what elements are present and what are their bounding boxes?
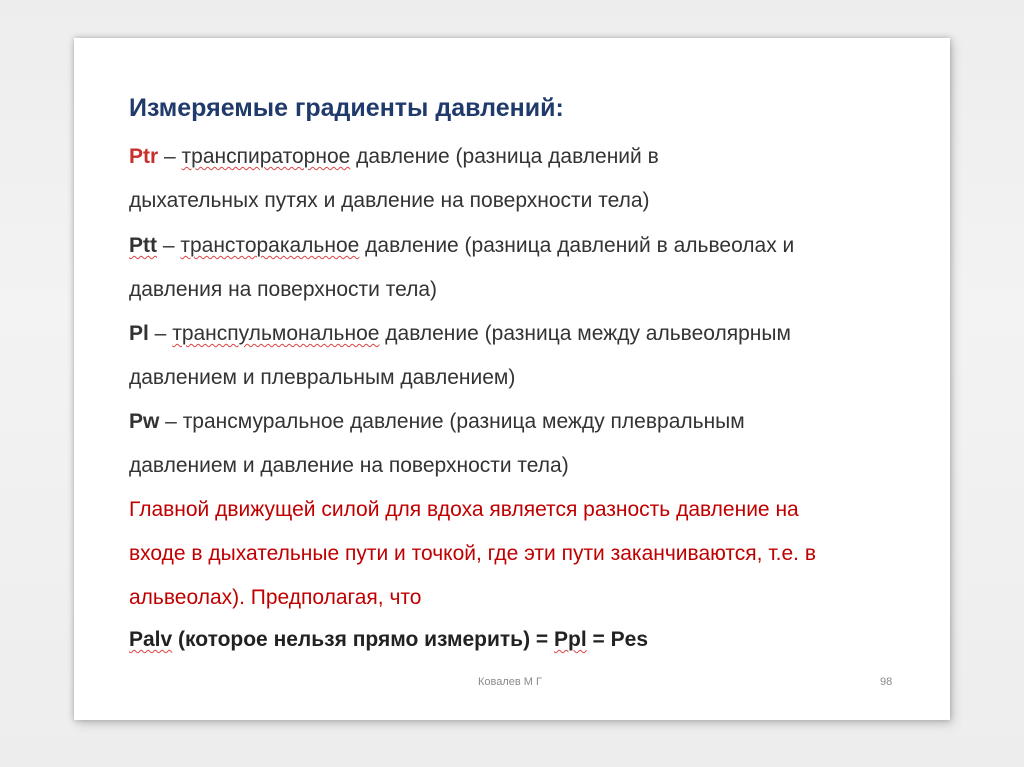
formula-middle: (которое нельзя прямо измерить) = (172, 628, 555, 651)
red-statement-line-1: Главной движущей силой для вдоха является разность давление на (129, 498, 799, 521)
spellcheck-word: трансторакальное (180, 234, 360, 257)
dash: – (157, 234, 181, 257)
red-statement-line-2: входе в дыхательные пути и точкой, где эти пути заканчиваются, т.е. в (129, 542, 816, 565)
red-statement-line-3: альвеолах). Предполагая, что (129, 586, 422, 609)
definition-ptr (129, 145, 659, 169)
definition-pw (129, 410, 745, 434)
term-pw: Pw (129, 410, 160, 433)
pressure-formula (129, 628, 648, 652)
term-pl: Pl (129, 322, 149, 345)
definition-pl (129, 322, 791, 346)
formula-palv: Palv (129, 628, 173, 651)
formula-ppl: Ppl (554, 628, 587, 651)
slide-title: Измеряемые градиенты давлений: (129, 94, 564, 122)
formula-end: = Pes (586, 628, 649, 651)
definition-pl-continuation: давлением и плевральным давлением) (129, 366, 516, 389)
definition-text: давление (разница давлений в (350, 145, 659, 168)
dash: – (148, 322, 173, 345)
definition-text: давление (разница давлений в альвеолах и (359, 234, 795, 257)
term-ptt: Ptt (129, 234, 157, 257)
term-ptr: Ptr (129, 145, 159, 168)
definition-pw-continuation: давлением и давление на поверхности тела) (129, 454, 569, 477)
slide (74, 38, 950, 720)
spellcheck-word: транспираторное (181, 145, 351, 168)
dash: – (158, 145, 182, 168)
definition-ptt (129, 234, 794, 258)
definition-ptr-continuation: дыхательных путях и давление на поверхности тела) (129, 189, 650, 212)
definition-text: – трансмуральное давление (разница между плевральным (159, 410, 745, 433)
spellcheck-word: транспульмональное (172, 322, 380, 345)
definition-ptt-continuation: давления на поверхности тела) (129, 278, 438, 301)
footer-author: Ковалев М Г (478, 676, 542, 688)
footer-page-number: 98 (880, 676, 893, 688)
definition-text: давление (разница между альвеолярным (379, 322, 791, 345)
